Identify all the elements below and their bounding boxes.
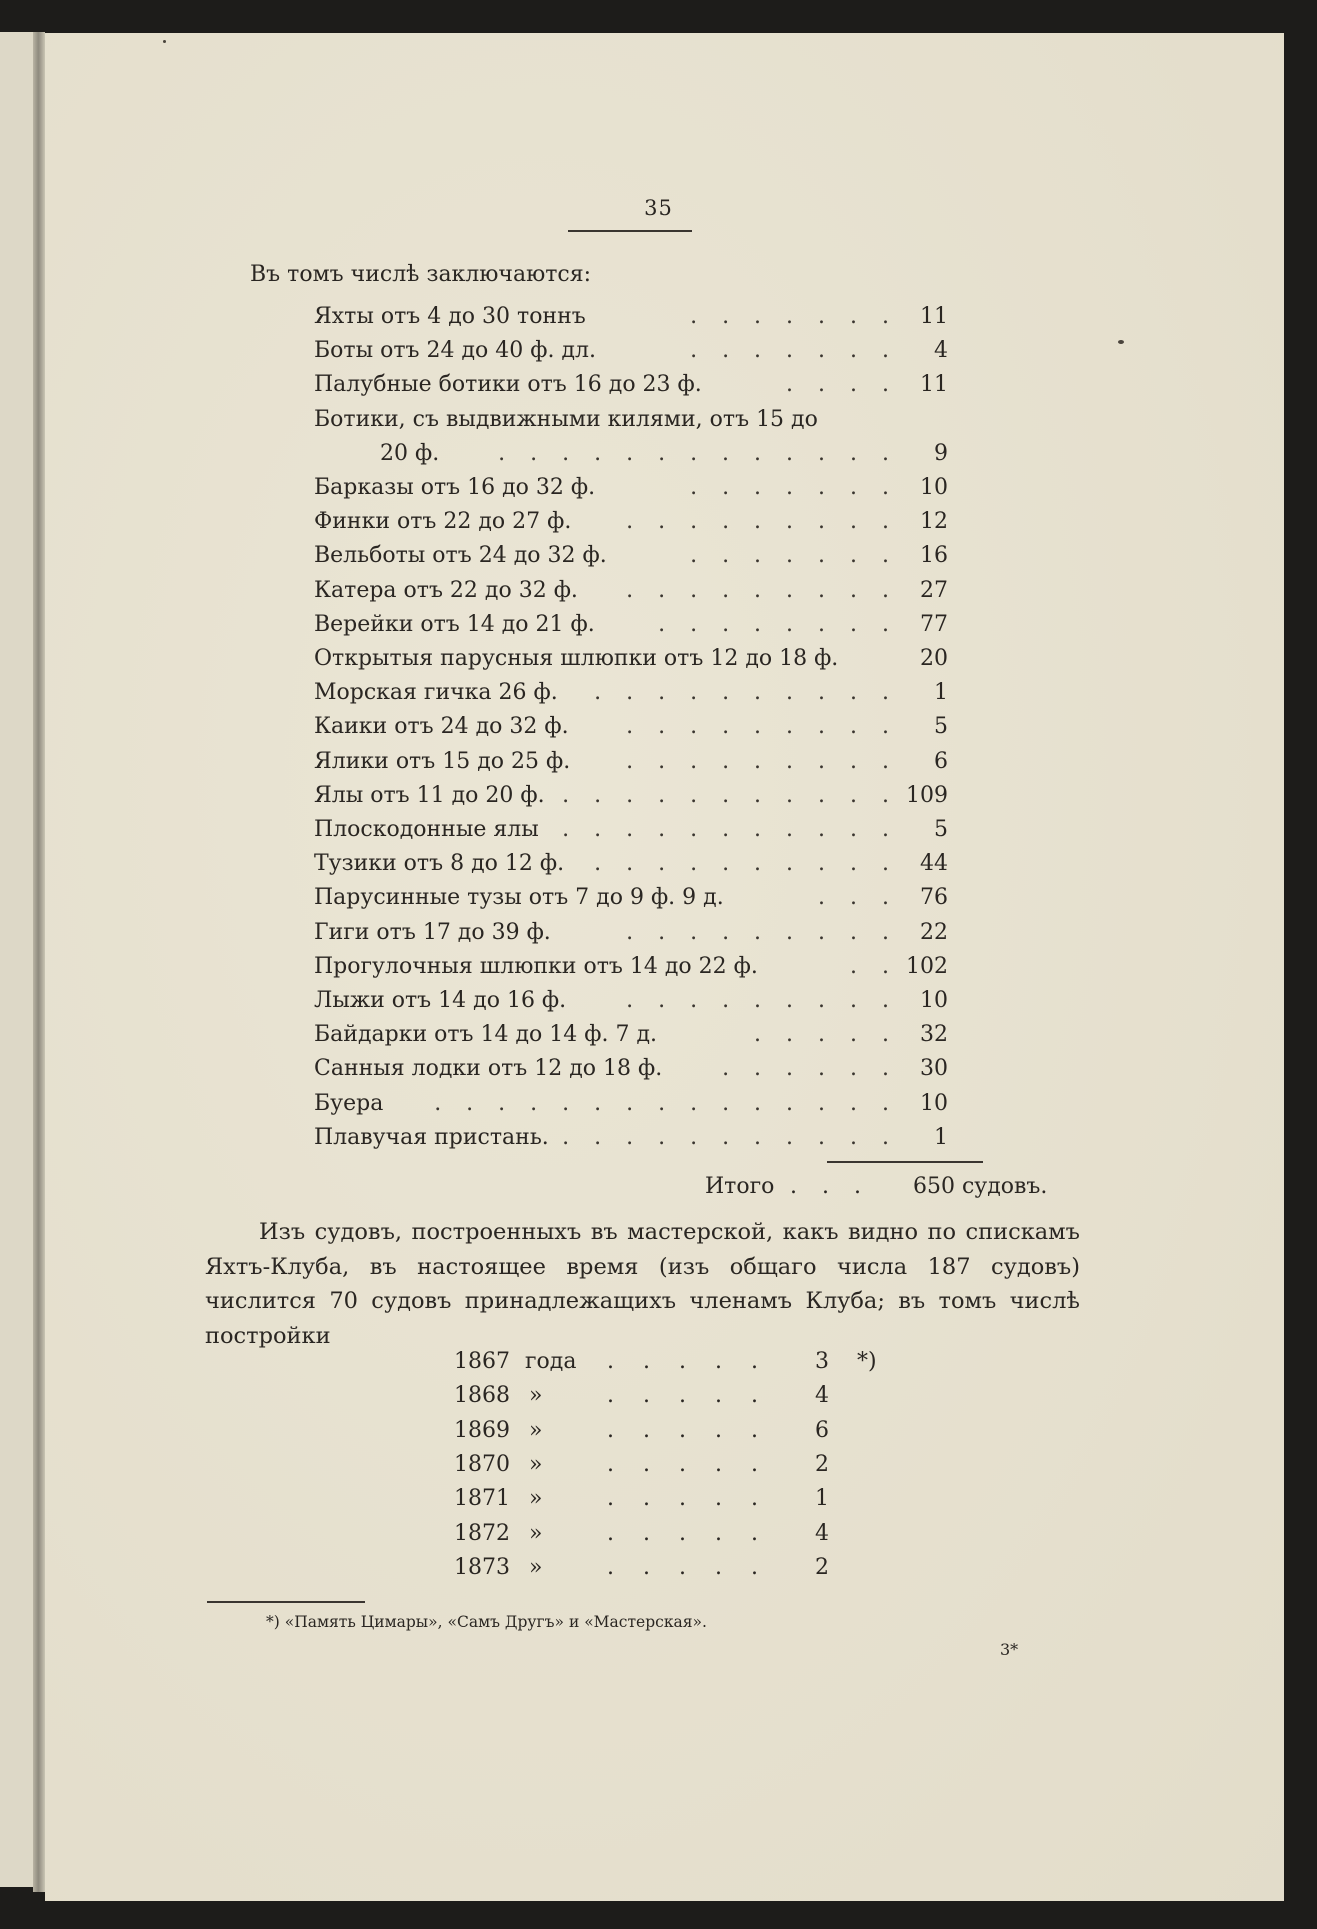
total-rule [827,1161,983,1163]
speck [1118,340,1124,344]
item-label: Лыжи отъ 14 до 16 ф. [314,988,567,1013]
year-row [454,1448,874,1482]
year-count: 4 [815,1383,829,1409]
list-item [314,984,948,1018]
footnote-rule [207,1601,365,1603]
body-paragraph [205,1215,1080,1353]
item-count: 12 [920,509,948,535]
list-item [314,539,948,573]
leader-dots: . . . . . [754,1022,898,1048]
leader-dots: . . . . . [607,1349,769,1374]
year-row [454,1345,877,1379]
item-label: 20 ф. [380,440,440,466]
list-item [314,574,948,608]
item-label: Верейки отъ 14 до 21 ф. [314,611,595,637]
leader-dots: . . . . . [607,1554,769,1580]
list-item [314,710,948,744]
leader-dots: . . . . . . . . . [626,714,898,740]
list-item [314,745,948,779]
year-word: » [529,1451,543,1477]
item-count: 77 [920,611,948,637]
item-label: Санныя лодки отъ 12 до 18 ф. [314,1056,663,1082]
leader-dots: . . . . . [607,1451,769,1477]
item-count: 22 [920,919,948,945]
year-count: 2 [815,1451,829,1477]
year-count: 2 [815,1554,829,1580]
leader-dots: . . . . [786,372,898,398]
book-gutter [33,32,45,1892]
item-label: Парусинные тузы отъ 7 до 9 ф. 9 д. [314,885,724,911]
item-count: 30 [920,1056,948,1082]
list-item [314,676,948,710]
item-count: 44 [920,851,948,877]
year-word: » [529,1554,543,1580]
item-count: 11 [920,304,948,329]
list-item [314,642,948,676]
list-item [314,368,948,402]
left-page-edge [0,32,35,1887]
year-row [454,1482,874,1516]
list-item [314,847,948,881]
list-item [314,608,948,642]
item-count: 5 [934,817,948,842]
total-dots: . . . [790,1174,870,1199]
item-label: Боты отъ 24 до 40 ф. дл. [314,338,596,364]
item-label: Морская гичка 26 ф. [314,680,558,706]
list-item [314,916,948,950]
item-count: 32 [920,1022,948,1048]
list-item [314,1018,948,1052]
list-item [314,813,948,847]
item-label: Буера [314,1090,384,1116]
page-number: 35 [644,196,673,220]
year-row [454,1379,874,1413]
list-item [314,505,948,539]
signature-mark: 3* [1000,1640,1019,1659]
year-count: 1 [815,1486,829,1512]
leader-dots: . . . . . . . . . . [594,851,898,877]
item-count: 10 [920,988,948,1013]
item-count: 102 [906,953,948,979]
item-label: Вельботы отъ 24 до 32 ф. [314,543,607,569]
list-item [314,403,948,437]
year-label: 1871 [454,1486,510,1512]
item-label: Плавучая пристань. [314,1124,549,1150]
item-count: 109 [906,782,948,808]
leader-dots: . . . . . . . . . . . [562,1124,898,1150]
item-label: Тузики отъ 8 до 12 ф. [314,851,565,877]
leader-dots: . . . . . . [722,1056,898,1082]
year-row [454,1551,874,1585]
year-label: 1867 [454,1349,510,1374]
item-count: 76 [920,885,948,911]
item-label: Яхты отъ 4 до 30 тоннъ [314,304,586,329]
leader-dots: . . . . . . . [690,304,898,329]
item-label: Ялы отъ 11 до 20 ф. [314,782,545,808]
leader-dots: . . . . . . . . . . . . . . . [434,1090,898,1116]
list-item [314,300,948,334]
paragraph-text: Изъ судовъ, построенныхъ въ мастерской, какъ видно по спискамъ Яхтъ-Клуба, въ настоящее время (изъ общаго числа 187 судовъ) числится 70 судовъ принадлежащихъ членамъ Клуба; въ томъ числѣ постройки [205,1219,1080,1349]
item-count: 10 [920,475,948,500]
leader-dots: . . . . . . . . . . . [562,817,898,842]
year-label: 1872 [454,1520,510,1546]
year-count: 3 [815,1349,829,1374]
year-word: » [529,1520,543,1546]
leader-dots: . . . . . . . . . . . [562,782,898,808]
item-label: Ялики отъ 15 до 25 ф. [314,748,571,774]
item-label: Открытыя парусныя шлюпки отъ 12 до 18 ф. [314,646,839,671]
year-count: 6 [815,1417,829,1443]
item-count: 1 [934,680,948,706]
leader-dots: . . . . . . . . . [626,988,898,1013]
year-word: года [525,1349,577,1374]
item-label: Плоскодонные ялы [314,817,539,842]
leader-dots: . . . . . . . [690,338,898,364]
leader-dots: . . . . . [607,1417,769,1443]
intro-line: Въ томъ числѣ заключаются: [250,262,592,287]
list-item [314,437,948,471]
footnote-ref: *) [857,1349,877,1374]
list-item [314,334,948,368]
item-count: 9 [934,440,948,466]
leader-dots: . . . . . [607,1486,769,1512]
item-label: Финки отъ 22 до 27 ф. [314,509,572,535]
leader-dots: . . . . . . . . . . . . . [498,440,898,466]
item-count: 20 [920,646,948,671]
total-label: Итого [705,1174,775,1199]
item-count: 10 [920,1090,948,1116]
item-count: 5 [934,714,948,740]
header-rule [568,230,692,232]
list-item [314,881,948,915]
leader-dots: . . . . . . . . . [626,748,898,774]
year-word: » [529,1486,543,1512]
item-label: Гиги отъ 17 до 39 ф. [314,919,551,945]
leader-dots: . . . . . [607,1520,769,1546]
leader-dots: . . . . . [607,1383,769,1409]
year-label: 1868 [454,1383,510,1409]
leader-dots: . . . . . . . . [658,611,898,637]
leader-dots: . . . . . . . . . . [594,680,898,706]
item-count: 27 [920,577,948,603]
list-item [314,779,948,813]
leader-dots: . . . [818,885,898,911]
leader-dots: . . . . . . . . . [626,919,898,945]
year-word: » [529,1383,543,1409]
total-value: 650 судовъ. [913,1174,1048,1199]
item-label: Барказы отъ 16 до 32 ф. [314,475,596,500]
item-label: Ботики, съ выдвижными килями, отъ 15 до [314,406,818,432]
item-count: 1 [934,1124,948,1150]
year-label: 1873 [454,1554,510,1580]
list-item [314,1052,948,1086]
year-label: 1869 [454,1417,510,1443]
year-row [454,1414,874,1448]
item-count: 4 [934,338,948,364]
year-word: » [529,1417,543,1443]
item-label: Байдарки отъ 14 до 14 ф. 7 д. [314,1022,657,1048]
speck [163,40,166,43]
leader-dots: . . . . . . . [690,475,898,500]
item-count: 16 [920,543,948,569]
year-row [454,1517,874,1551]
item-count: 6 [934,748,948,774]
leader-dots: . . . . . . . . . [626,509,898,535]
item-label: Катера отъ 22 до 32 ф. [314,577,578,603]
year-label: 1870 [454,1451,510,1477]
list-item [314,1087,948,1121]
item-count: 11 [920,372,948,398]
list-item [314,1121,948,1155]
item-label: Прогулочныя шлюпки отъ 14 до 22 ф. [314,953,758,979]
leader-dots: . . . . . . . . . [626,577,898,603]
item-label: Палубные ботики отъ 16 до 23 ф. [314,372,702,398]
list-item [314,471,948,505]
list-item [314,950,948,984]
year-count: 4 [815,1520,829,1546]
leader-dots: . . . . . . . [690,543,898,569]
footnote: *) «Память Цимары», «Самъ Другъ» и «Мастерская». [266,1613,707,1631]
item-label: Каики отъ 24 до 32 ф. [314,714,569,740]
leader-dots: . . [850,953,898,979]
